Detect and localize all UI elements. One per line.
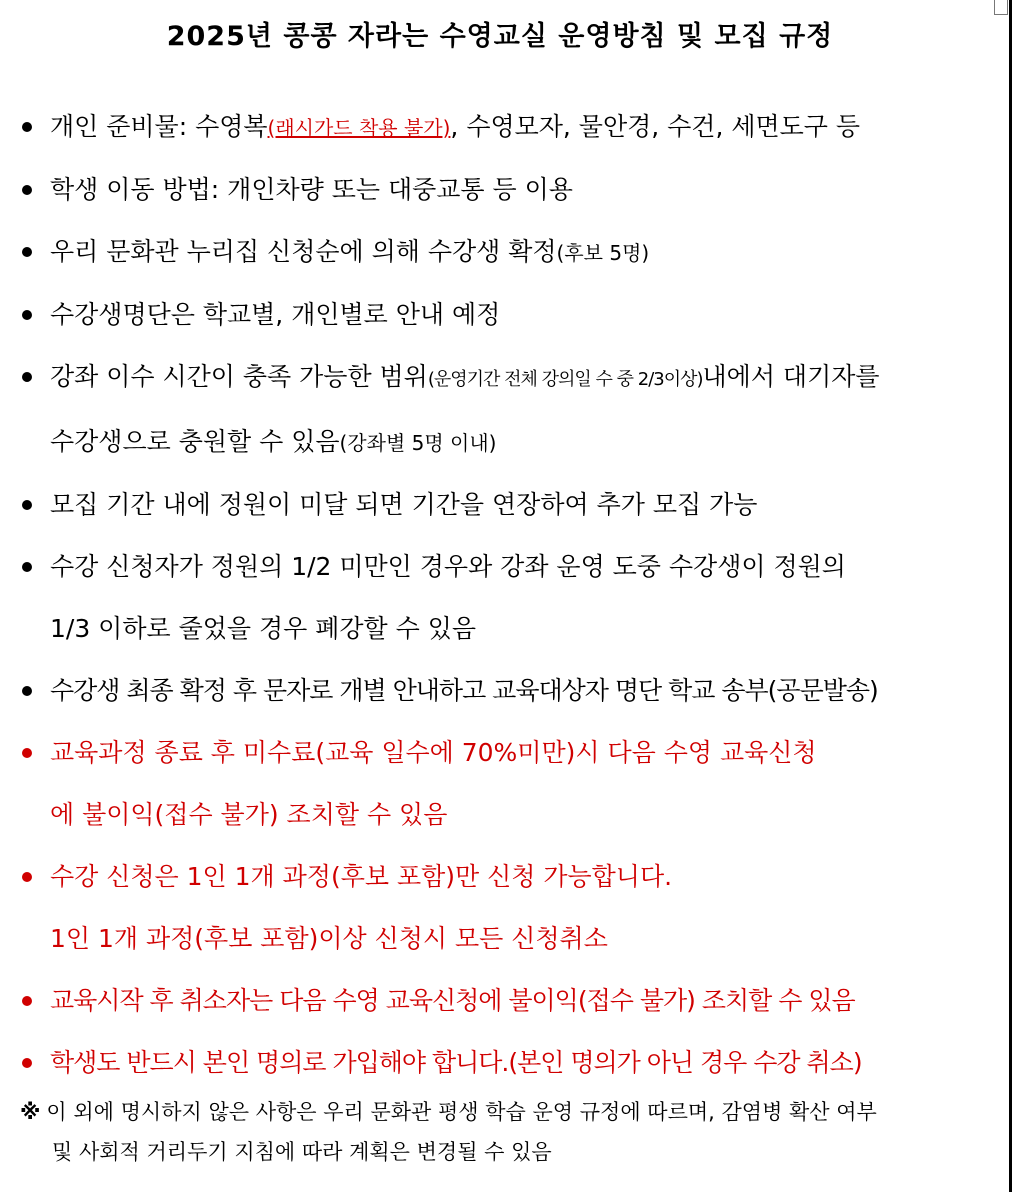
page-corner-mark <box>994 0 1008 15</box>
item-text: , 수영모자, 물안경, 수건, 세면도구 등 <box>450 112 861 141</box>
bullet-icon <box>22 748 32 758</box>
item-note: (후보 5명) <box>556 241 650 265</box>
bullet-icon <box>22 686 32 696</box>
item-text: 모집 기간 내에 정원이 미달 되면 기간을 연장하여 추가 모집 가능 <box>50 490 758 519</box>
document-title: 2025년 콩콩 자라는 수영교실 운영방침 및 모집 규정 <box>166 21 834 52</box>
item-line2: 1/3 이하로 줄었을 경우 폐강할 수 있음 <box>50 614 477 643</box>
list-item-transport <box>0 159 1000 221</box>
bullet-icon <box>22 310 32 320</box>
item-note: (강좌별 5명 이내) <box>339 431 497 455</box>
item-line2 <box>50 411 1000 474</box>
item-text: 수강생으로 충원할 수 있음 <box>50 427 340 456</box>
item-text: 수강 신청은 1인 1개 과정(후보 포함)만 신청 가능합니다. <box>50 862 673 891</box>
item-text: 강좌 이수 시간이 충족 가능한 범위 <box>50 362 428 391</box>
list-item-confirmation <box>0 221 1000 284</box>
list-item-penalty <box>0 722 1000 846</box>
list-item-notification <box>0 660 1000 722</box>
item-text: 수강생 최종 확정 후 문자로 개별 안내하고 교육대상자 명단 학교 송부(공문발송) <box>50 676 878 705</box>
rules-list <box>0 96 1000 1094</box>
bullet-icon <box>22 122 32 132</box>
bullet-icon <box>22 247 32 257</box>
list-item-extension <box>0 474 1000 536</box>
item-line2: 에 불이익(접수 불가) 조치할 수 있음 <box>50 800 448 829</box>
footnote <box>20 1092 1000 1172</box>
item-text: 수강생명단은 학교별, 개인별로 안내 예정 <box>50 300 501 329</box>
bullet-icon <box>22 872 32 882</box>
item-text: 교육과정 종료 후 미수료(교육 일수에 70%미만)시 다음 수영 교육신청 <box>50 738 817 767</box>
list-item-own-account <box>0 1032 1000 1094</box>
item-line2: 1인 1개 과정(후보 포함)이상 신청시 모든 신청취소 <box>50 924 608 953</box>
item-text: 수강 신청자가 정원의 1/2 미만인 경우와 강좌 운영 도중 수강생이 정원의 <box>50 552 846 581</box>
footnote-text: 이 외에 명시하지 않은 사항은 우리 문화관 평생 학습 운영 규정에 따르며, 감염병 확산 여부 <box>46 1100 877 1124</box>
item-note: (래시가드 착용 불가) <box>267 116 451 140</box>
list-item-waitlist <box>0 346 1000 474</box>
list-item-cancellation <box>0 536 1000 660</box>
footnote-line2: 및 사회적 거리두기 지침에 따라 계획은 변경될 수 있음 <box>52 1140 552 1164</box>
list-item-supplies <box>0 96 1000 159</box>
item-text: 우리 문화관 누리집 신청순에 의해 수강생 확정 <box>50 237 557 266</box>
item-text: 교육시작 후 취소자는 다음 수영 교육신청에 불이익(접수 불가) 조치할 수 있음 <box>50 986 855 1015</box>
list-item-roster <box>0 284 1000 346</box>
list-item-one-course <box>0 846 1000 970</box>
bullet-icon <box>22 1058 32 1068</box>
bullet-icon <box>22 996 32 1006</box>
item-note: (운영기간 전체 강의일 수 중 2/3이상) <box>427 369 703 390</box>
reference-mark-icon: ※ <box>20 1100 41 1124</box>
bullet-icon <box>22 372 32 382</box>
list-item-withdrawal <box>0 970 1000 1032</box>
bullet-icon <box>22 500 32 510</box>
bullet-icon <box>22 185 32 195</box>
item-text: 개인 준비물: 수영복 <box>50 112 268 141</box>
bullet-icon <box>22 562 32 572</box>
item-text: 학생도 반드시 본인 명의로 가입해야 합니다.(본인 명의가 아닌 경우 수강 취소) <box>50 1048 862 1077</box>
item-text: 내에서 대기자를 <box>702 362 880 391</box>
item-text: 학생 이동 방법: 개인차량 또는 대중교통 등 이용 <box>50 175 573 204</box>
